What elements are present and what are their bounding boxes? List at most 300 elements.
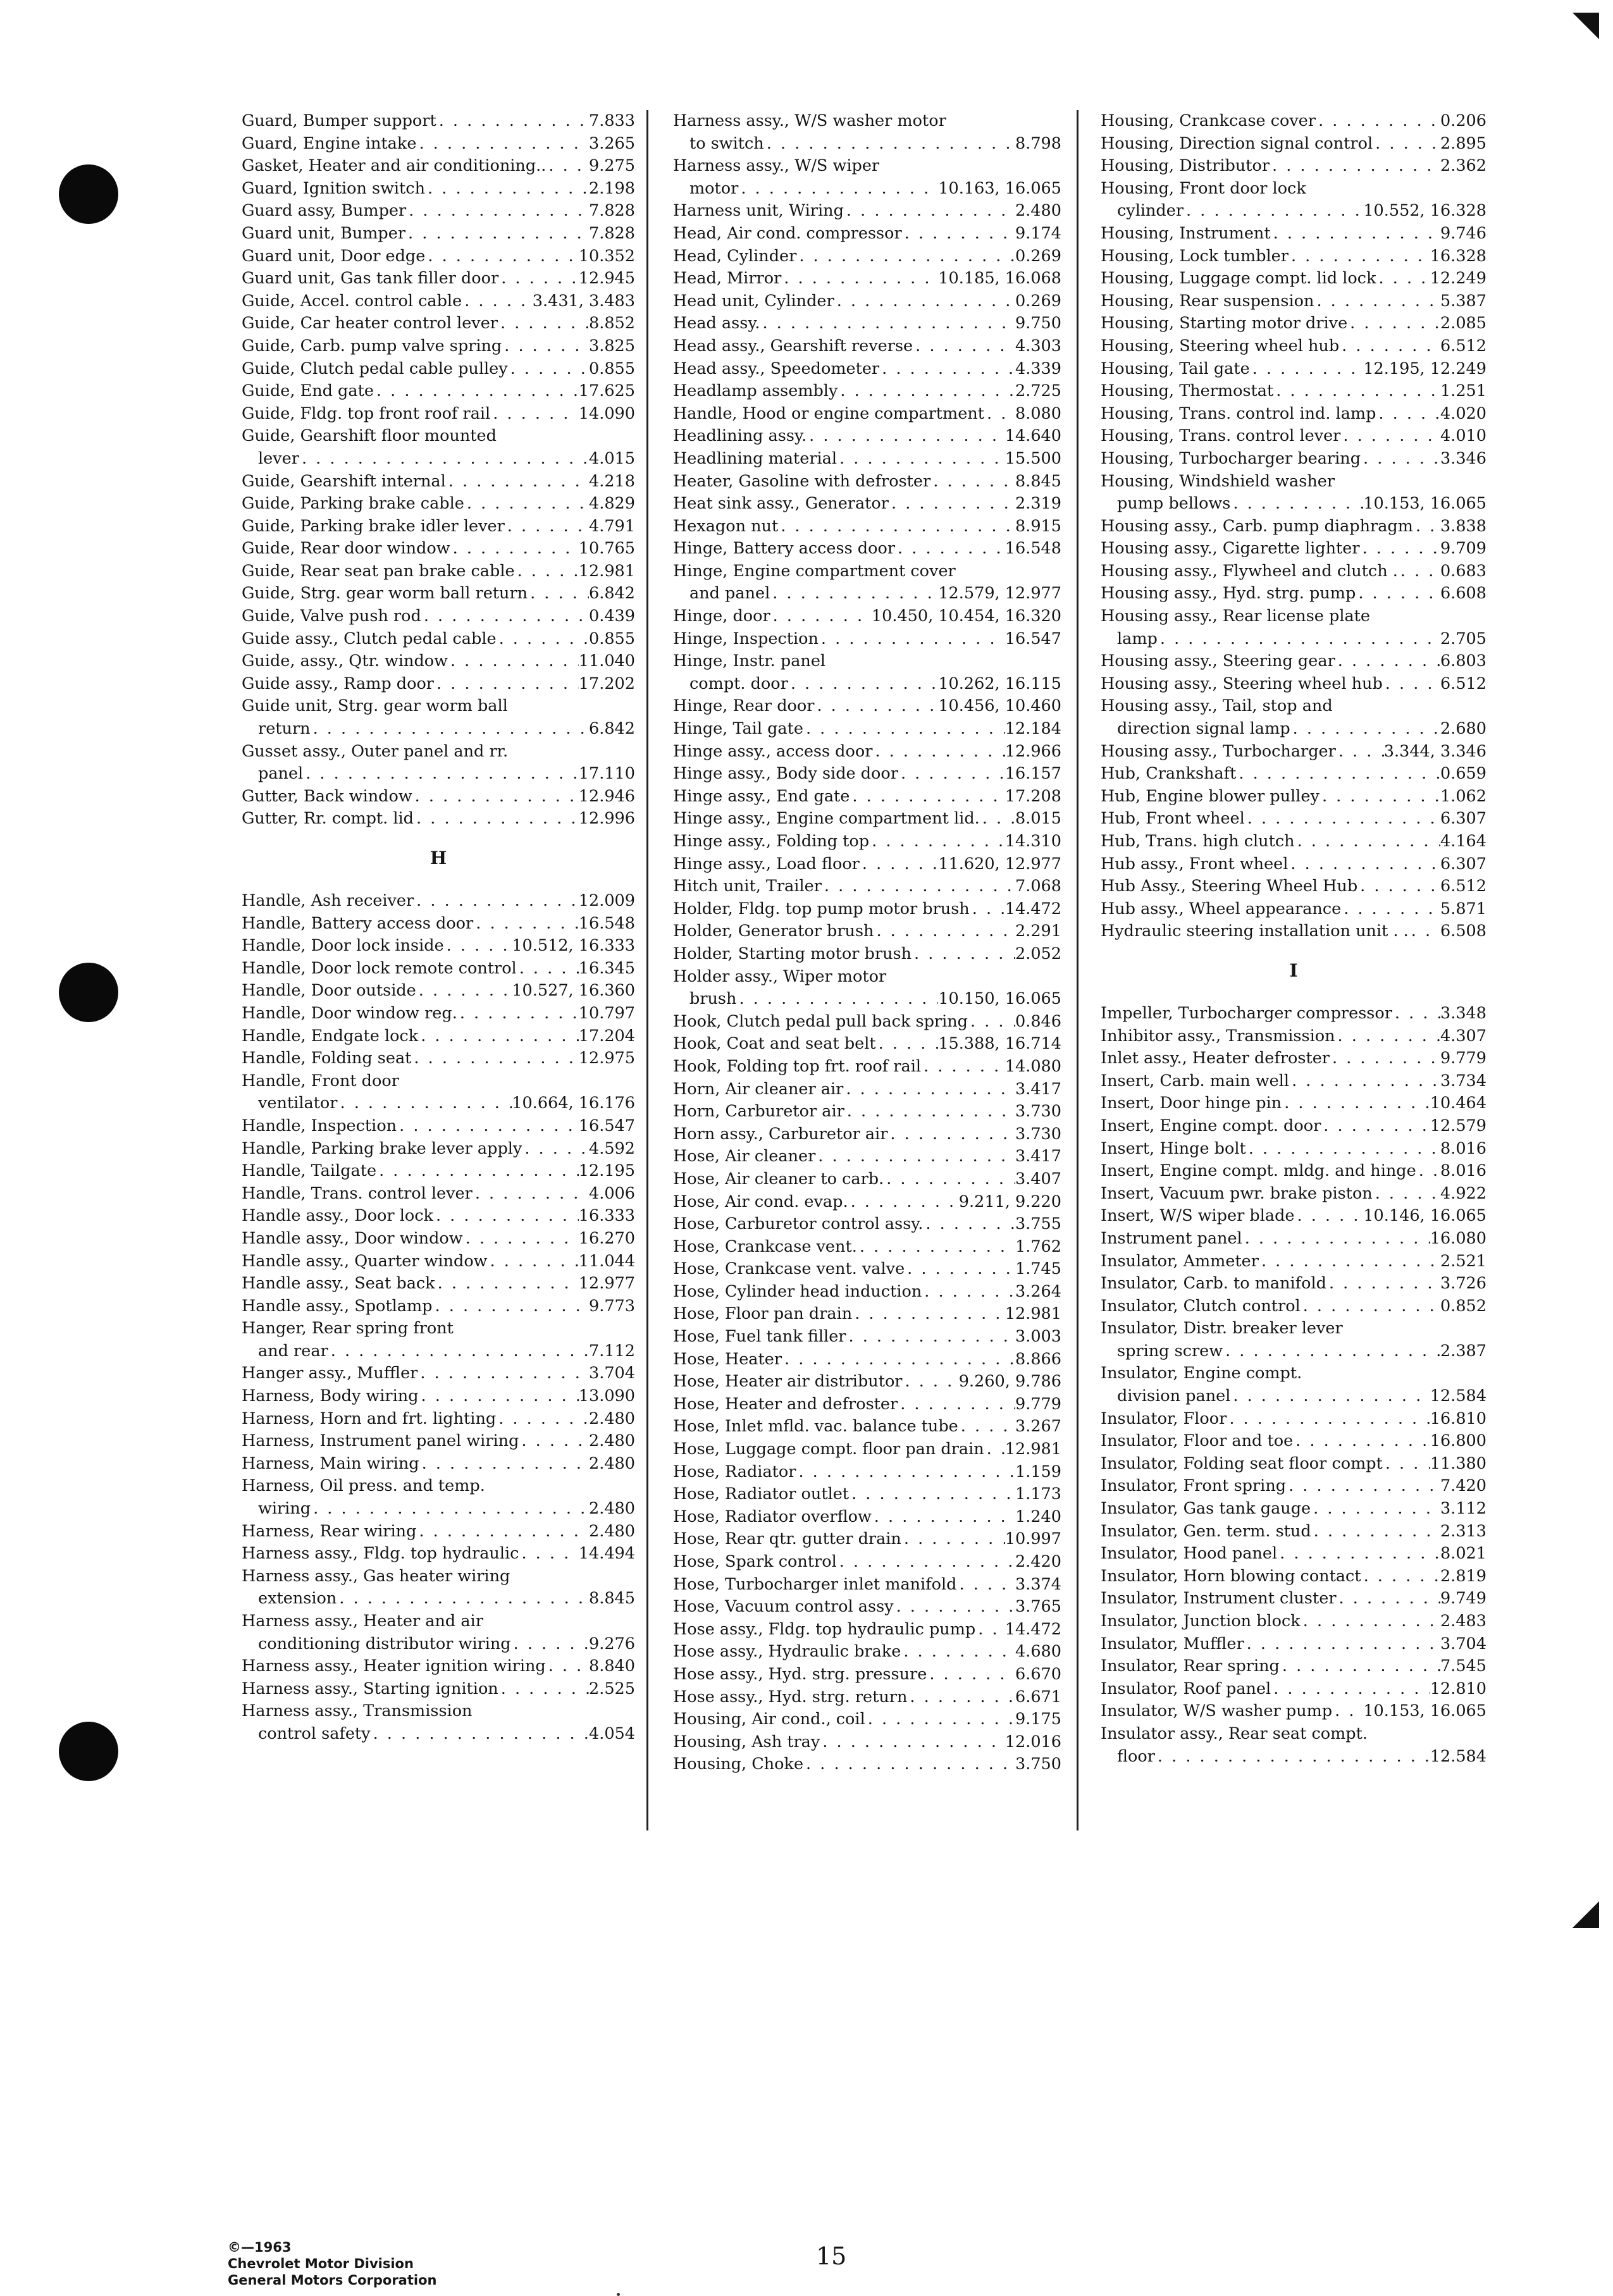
dot-leader xyxy=(903,1371,959,1393)
copyright-line: ©—1963 xyxy=(228,2240,292,2255)
index-entry xyxy=(673,1619,1061,1641)
dot-leader xyxy=(819,628,1005,651)
dot-leader xyxy=(844,1101,1015,1123)
entry-reference: 2.480 xyxy=(588,1431,635,1451)
dot-leader xyxy=(912,943,1015,966)
dot-leader xyxy=(496,1408,589,1431)
entry-reference: 12.195, 12.249 xyxy=(1363,359,1486,378)
entry-reference: 5.871 xyxy=(1440,899,1486,918)
entry-term: Guide, Accel. control cable xyxy=(242,291,462,311)
entry-term: Hose, Vacuum control assy xyxy=(673,1597,894,1617)
entry-term: Guard, Bumper support xyxy=(242,111,436,130)
index-entry xyxy=(1101,1183,1486,1206)
index-entry xyxy=(673,1506,1061,1529)
dot-leader xyxy=(1290,718,1440,741)
entry-term: Guide, Parking brake cable xyxy=(242,494,464,514)
entry-term: Headlamp assembly xyxy=(673,381,838,401)
entry-term: Insert, Carb. main well xyxy=(1101,1071,1290,1090)
dot-leader xyxy=(970,898,1005,921)
index-entry xyxy=(673,943,1061,966)
binder-hole-middle xyxy=(59,963,118,1022)
entry-reference: 4.303 xyxy=(1015,336,1061,355)
entry-reference: 2.480 xyxy=(588,1454,635,1473)
entry-reference: 16.547 xyxy=(578,1116,635,1135)
dot-leader xyxy=(889,493,1015,515)
dot-leader xyxy=(1341,898,1440,921)
dot-leader xyxy=(1361,448,1440,471)
entry-term: Hook, Coat and seat belt xyxy=(673,1034,876,1054)
entry-term: Hose, Crankcase vent. valve xyxy=(673,1259,905,1279)
entry-reference: 10.185, 16.068 xyxy=(938,269,1061,288)
entry-reference: 11.380 xyxy=(1430,1454,1486,1473)
dot-leader xyxy=(1293,1430,1430,1453)
index-entry-heading: Hinge, Engine compartment cover xyxy=(673,561,956,581)
entry-reference: 7.545 xyxy=(1440,1657,1486,1676)
index-entry xyxy=(242,1430,635,1453)
dot-leader xyxy=(874,920,1015,943)
dot-leader xyxy=(876,1033,939,1056)
index-entry-heading: Holder assy., Wiper motor xyxy=(673,966,887,986)
entry-term: Guard unit, Gas tank filler door xyxy=(242,269,499,288)
entry-reference: 3.704 xyxy=(588,1364,635,1383)
index-entry xyxy=(242,493,635,515)
index-entry xyxy=(242,1250,635,1273)
entry-reference: 4.218 xyxy=(588,471,635,491)
entry-reference: 15.500 xyxy=(1004,448,1061,468)
entry-reference: 9.779 xyxy=(1440,1049,1486,1068)
index-entry xyxy=(1101,358,1486,381)
dot-leader xyxy=(923,1213,1015,1236)
entry-term: Housing, Steering wheel hub xyxy=(1101,336,1340,355)
entry-reference: 12.996 xyxy=(578,809,635,829)
index-entry-heading: Harness assy., Transmission xyxy=(242,1701,473,1721)
dot-leader xyxy=(488,1250,579,1273)
entry-term: Insulator, Gen. term. stud xyxy=(1101,1521,1311,1541)
entry-reference: 1.762 xyxy=(1015,1237,1061,1256)
index-entry xyxy=(673,988,1061,1011)
dot-leader xyxy=(497,628,589,651)
entry-term: Guide, Parking brake idler lever xyxy=(242,516,505,536)
entry-term: Insulator, Ammeter xyxy=(1101,1251,1259,1271)
index-entry xyxy=(1101,875,1486,898)
dot-leader xyxy=(1373,1183,1440,1206)
entry-reference: 2.705 xyxy=(1440,629,1486,648)
index-entry xyxy=(673,1213,1061,1236)
entry-reference: 2.387 xyxy=(1440,1341,1486,1361)
index-entry xyxy=(242,538,635,560)
entry-reference: 3.730 xyxy=(1015,1124,1061,1144)
dot-leader xyxy=(1223,1340,1440,1363)
dot-leader xyxy=(1280,1655,1440,1678)
entry-reference: 1.159 xyxy=(1015,1462,1061,1481)
entry-term: Hinge assy., End gate xyxy=(673,786,850,806)
dot-leader xyxy=(884,1168,1015,1191)
dot-leader xyxy=(546,1655,589,1678)
index-entry xyxy=(673,312,1061,335)
dot-leader xyxy=(984,403,1015,426)
binder-hole-top xyxy=(59,164,118,224)
index-entry xyxy=(1101,560,1486,583)
dot-leader xyxy=(902,223,1015,245)
entry-term: Head assy., Speedometer xyxy=(673,359,880,378)
dot-leader xyxy=(498,268,579,290)
index-entry-heading: Insulator assy., Rear seat compt. xyxy=(1101,1724,1368,1743)
entry-term: Harness, Instrument panel wiring xyxy=(242,1431,519,1451)
entry-reference: 6.803 xyxy=(1440,651,1486,671)
index-entry-heading: Guide unit, Strg. gear worm ball xyxy=(242,696,508,716)
index-entry xyxy=(242,1273,635,1295)
entry-term: Housing, Turbocharger bearing xyxy=(1101,448,1361,468)
entry-term: lever xyxy=(258,448,299,468)
entry-term: Gutter, Back window xyxy=(242,786,412,806)
index-entry xyxy=(673,380,1061,403)
dot-leader xyxy=(894,1596,1015,1619)
entry-term: Hydraulic steering installation unit . . xyxy=(1101,922,1409,941)
dot-leader xyxy=(1288,853,1440,876)
entry-reference: 8.015 xyxy=(1015,809,1061,829)
entry-term: Guide, assy., Qtr. window xyxy=(242,651,448,671)
entry-reference: 12.579 xyxy=(1430,1116,1486,1135)
index-entry xyxy=(673,763,1061,786)
entry-reference: 2.291 xyxy=(1015,922,1061,941)
index-entry xyxy=(1101,1025,1486,1048)
entry-term: Insert, Hinge bolt xyxy=(1101,1139,1246,1158)
dot-leader xyxy=(417,1362,589,1385)
entry-term: Guard unit, Bumper xyxy=(242,223,406,243)
dot-leader xyxy=(930,471,1015,493)
dot-leader xyxy=(872,1506,1015,1529)
entry-term: Hose, Radiator xyxy=(673,1462,796,1481)
dot-leader xyxy=(898,763,1005,786)
entry-term: Handle, Inspection xyxy=(242,1116,397,1135)
entry-reference: 10.450, 10.454, 16.320 xyxy=(871,607,1061,626)
dot-leader xyxy=(411,1047,578,1070)
entry-term: Insulator, Gas tank gauge xyxy=(1101,1499,1311,1519)
index-entry-heading: Handle, Front door xyxy=(242,1071,399,1090)
index-entry xyxy=(242,935,635,958)
dot-leader xyxy=(834,290,1015,313)
entry-reference: 12.945 xyxy=(578,269,635,288)
dot-leader xyxy=(907,1686,1015,1709)
index-entry xyxy=(242,808,635,830)
entry-reference: 3.825 xyxy=(588,336,635,355)
index-entry xyxy=(1101,1633,1486,1656)
entry-reference: 12.966 xyxy=(1004,741,1061,761)
entry-term: Impeller, Turbocharger compressor xyxy=(1101,1003,1392,1023)
dot-leader xyxy=(1376,268,1430,290)
entry-term: Housing, Luggage compt. lid lock xyxy=(1101,269,1376,288)
entry-term: Insert, W/S wiper blade xyxy=(1101,1206,1295,1226)
entry-reference: 16.157 xyxy=(1004,764,1061,784)
index-entry xyxy=(673,741,1061,763)
entry-reference: 4.054 xyxy=(588,1724,635,1743)
index-entry xyxy=(242,1115,635,1138)
index-entry xyxy=(673,1641,1061,1663)
entry-reference: 3.755 xyxy=(1015,1214,1061,1234)
dot-leader xyxy=(1335,1025,1440,1048)
index-entry xyxy=(242,890,635,913)
index-column-3 xyxy=(1101,110,1486,1768)
entry-term: Hose, Carburetor control assy. xyxy=(673,1214,924,1234)
entry-term: Horn assy., Carburetor air xyxy=(673,1124,888,1144)
dot-leader xyxy=(1271,223,1440,245)
index-entry xyxy=(1101,741,1486,763)
entry-reference: 9.746 xyxy=(1440,223,1486,243)
index-entry xyxy=(673,1686,1061,1709)
entry-reference: 10.765 xyxy=(578,539,635,559)
entry-reference: 1.251 xyxy=(1440,381,1486,401)
entry-term: Guide, Carb. pump valve spring xyxy=(242,336,502,355)
index-entry xyxy=(242,1521,635,1543)
index-entry xyxy=(242,1183,635,1206)
dot-leader xyxy=(901,1528,1005,1551)
entry-reference: 4.791 xyxy=(588,516,635,536)
entry-term: Hose, Luggage compt. floor pan drain xyxy=(673,1440,984,1459)
index-entry xyxy=(673,853,1061,876)
index-entry xyxy=(242,448,635,471)
index-entry xyxy=(242,155,635,178)
dot-leader xyxy=(1347,312,1440,335)
index-entry xyxy=(673,1371,1061,1393)
dot-leader xyxy=(848,1191,959,1214)
entry-term: Guard, Engine intake xyxy=(242,133,417,153)
index-entry xyxy=(673,808,1061,830)
index-entry xyxy=(1101,1521,1486,1543)
entry-reference: 10.797 xyxy=(578,1003,635,1023)
index-entry-heading: Guide, Gearshift floor mounted xyxy=(242,426,497,446)
entry-reference: 16.810 xyxy=(1430,1409,1486,1428)
entry-term: Housing, Distributor xyxy=(1101,156,1270,176)
index-entry xyxy=(242,1385,635,1408)
entry-term: Insulator, Folding seat floor compt xyxy=(1101,1454,1383,1473)
index-entry xyxy=(1101,1498,1486,1521)
entry-term: Insulator, Roof panel xyxy=(1101,1679,1271,1698)
entry-reference: 9.211, 9.220 xyxy=(958,1192,1061,1211)
entry-reference: 6.842 xyxy=(588,719,635,739)
entry-term: wiring xyxy=(258,1499,311,1519)
index-entry xyxy=(242,245,635,268)
dot-leader xyxy=(328,1340,589,1363)
entry-term: pump bellows xyxy=(1117,494,1231,514)
entry-reference: 12.981 xyxy=(578,561,635,581)
dot-leader xyxy=(311,718,589,741)
entry-term: Insulator, Junction block xyxy=(1101,1612,1301,1631)
index-entry xyxy=(1101,268,1486,290)
index-entry xyxy=(1101,1070,1486,1093)
entry-term: Harness assy., Heater ignition wiring xyxy=(242,1657,546,1676)
entry-reference: 3.112 xyxy=(1440,1499,1486,1519)
dot-leader xyxy=(311,1498,589,1521)
entry-reference: 9.749 xyxy=(1440,1589,1486,1608)
entry-term: ventilator xyxy=(258,1094,338,1113)
entry-term: Horn, Air cleaner air xyxy=(673,1079,844,1099)
index-entry xyxy=(1101,830,1486,853)
dot-leader xyxy=(473,913,579,935)
dot-leader xyxy=(1301,1295,1440,1318)
entry-term: Head, Air cond. compressor xyxy=(673,223,902,243)
index-entry xyxy=(242,583,635,605)
dot-leader xyxy=(778,515,1015,538)
entry-term: Housing, Tail gate xyxy=(1101,359,1250,378)
dot-leader xyxy=(913,335,1015,358)
entry-term: Hinge, Tail gate xyxy=(673,719,803,739)
index-entry xyxy=(1101,1115,1486,1138)
entry-term: Guide, Strg. gear worm ball return xyxy=(242,584,528,603)
entry-term: Hub, Crankshaft xyxy=(1101,764,1237,784)
dot-leader xyxy=(412,786,579,808)
entry-term: Guide, Valve push rod xyxy=(242,607,421,626)
dot-leader xyxy=(1409,920,1440,943)
dot-leader xyxy=(781,268,938,290)
index-entry xyxy=(673,1528,1061,1551)
dot-leader xyxy=(1183,200,1363,223)
dot-leader xyxy=(1227,1408,1430,1431)
entry-term: Insulator, Hood panel xyxy=(1101,1544,1278,1564)
dot-leader xyxy=(462,290,533,313)
entry-term: Housing assy., Steering wheel hub xyxy=(1101,674,1383,693)
index-entry-heading: Hinge, Instr. panel xyxy=(673,651,826,671)
entry-reference: 8.915 xyxy=(1015,516,1061,536)
index-entry xyxy=(673,1145,1061,1168)
entry-term: Instrument panel xyxy=(1101,1228,1242,1248)
entry-reference: 10.153, 16.065 xyxy=(1363,1701,1486,1721)
entry-reference: 10.456, 10.460 xyxy=(938,696,1061,716)
index-entry xyxy=(242,1678,635,1701)
dot-leader xyxy=(1383,673,1440,696)
index-entry xyxy=(673,1753,1061,1776)
entry-reference: 7.068 xyxy=(1015,877,1061,896)
index-entry xyxy=(673,515,1061,538)
entry-reference: 2.483 xyxy=(1440,1612,1486,1631)
entry-reference: 8.845 xyxy=(588,1589,635,1608)
dot-leader xyxy=(1376,403,1440,426)
dot-leader xyxy=(849,1483,1015,1506)
entry-term: Insulator, Clutch control xyxy=(1101,1296,1301,1316)
index-entry xyxy=(1101,1205,1486,1228)
entry-term: spring screw xyxy=(1117,1341,1223,1361)
index-entry-heading: Harness assy., Heater and air xyxy=(242,1612,483,1631)
entry-term: Housing, Direction signal control xyxy=(1101,133,1373,153)
index-entry xyxy=(242,515,635,538)
entry-term: Hose, Turbocharger inlet manifold xyxy=(673,1574,957,1594)
entry-term: Hook, Clutch pedal pull back spring xyxy=(673,1011,968,1031)
column-divider-1 xyxy=(646,110,648,1830)
dot-leader xyxy=(922,1281,1015,1304)
index-entry xyxy=(673,1168,1061,1191)
column-divider-2 xyxy=(1077,110,1078,1830)
dot-leader xyxy=(1236,763,1440,786)
dot-leader xyxy=(1332,1700,1363,1723)
entry-term: Handle, Trans. control lever xyxy=(242,1183,473,1203)
entry-term: Insert, Engine compt. mldg. and hinge xyxy=(1101,1161,1416,1181)
dot-leader xyxy=(898,1393,1015,1416)
index-entry xyxy=(1101,650,1486,673)
entry-reference: 8.840 xyxy=(588,1657,635,1676)
dot-leader xyxy=(490,403,579,426)
entry-reference: 8.016 xyxy=(1440,1161,1486,1181)
dot-leader xyxy=(502,335,589,358)
entry-reference: 12.946 xyxy=(578,786,635,806)
index-entry xyxy=(242,335,635,358)
entry-reference: 12.975 xyxy=(578,1049,635,1068)
entry-term: Insulator, Instrument cluster xyxy=(1101,1589,1337,1608)
index-entry xyxy=(1101,853,1486,876)
entry-term: Hose, Heater xyxy=(673,1349,782,1369)
index-entry xyxy=(673,425,1061,448)
crop-mark-top-right xyxy=(1573,13,1599,39)
dot-leader xyxy=(1337,1588,1440,1610)
dot-leader xyxy=(1340,425,1440,448)
entry-term: Guard unit, Door edge xyxy=(242,246,426,266)
entry-term: Harness, Horn and frt. lighting xyxy=(242,1409,497,1428)
dot-leader xyxy=(1230,1385,1430,1408)
index-entry xyxy=(1101,110,1486,133)
binder-hole-bottom xyxy=(59,1722,118,1781)
entry-term: Housing assy., Cigarette lighter xyxy=(1101,539,1360,559)
index-entry xyxy=(242,380,635,403)
entry-term: Housing, Trans. control ind. lamp xyxy=(1101,404,1376,423)
corporation-line: General Motors Corporation xyxy=(228,2273,437,2288)
dot-leader xyxy=(782,1349,1015,1371)
dot-leader xyxy=(1158,628,1440,651)
entry-term: extension xyxy=(258,1589,337,1608)
entry-term: to switch xyxy=(689,133,764,153)
entry-term: Hinge assy., Folding top xyxy=(673,832,870,851)
index-entry xyxy=(1101,1160,1486,1183)
index-entry-heading: Housing assy., Tail, stop and xyxy=(1101,696,1333,716)
index-entry xyxy=(242,358,635,381)
entry-term: Hose assy., Hyd. strg. return xyxy=(673,1687,908,1707)
index-entry xyxy=(242,1205,635,1228)
index-entry xyxy=(673,538,1061,560)
entry-term: Hinge, Inspection xyxy=(673,629,819,648)
index-entry xyxy=(673,1731,1061,1754)
entry-term: Housing, Trans. control lever xyxy=(1101,426,1341,446)
entry-reference: 8.016 xyxy=(1440,1139,1486,1158)
dot-leader xyxy=(1295,830,1440,853)
entry-term: Hose, Floor pan drain xyxy=(673,1304,853,1324)
index-entry xyxy=(673,200,1061,223)
index-entry-heading: Hanger, Rear spring front xyxy=(242,1319,454,1338)
index-entry xyxy=(673,628,1061,651)
entry-term: Heater, Gasoline with defroster xyxy=(673,471,931,491)
index-entry xyxy=(1101,628,1486,651)
entry-reference: 3.417 xyxy=(1015,1147,1061,1166)
section-letter: H xyxy=(430,848,447,868)
index-entry xyxy=(242,1408,635,1431)
entry-reference: 2.198 xyxy=(588,178,635,198)
entry-term: Guard assy, Bumper xyxy=(242,201,407,221)
entry-reference: 1.173 xyxy=(1015,1484,1061,1504)
entry-term: Insulator, W/S washer pump xyxy=(1101,1701,1333,1721)
entry-term: Hose, Spark control xyxy=(673,1552,837,1571)
entry-term: Insulator, Front spring xyxy=(1101,1476,1287,1496)
dot-leader xyxy=(879,358,1015,381)
index-entry xyxy=(242,763,635,786)
dot-leader xyxy=(1295,1205,1364,1228)
index-entry xyxy=(673,1258,1061,1281)
index-entry xyxy=(242,1655,635,1678)
index-entry xyxy=(1101,786,1486,808)
entry-term: Inhibitor assy., Transmission xyxy=(1101,1026,1335,1046)
entry-reference: 2.085 xyxy=(1440,314,1486,333)
index-entry xyxy=(673,358,1061,381)
entry-reference: 17.208 xyxy=(1004,786,1061,806)
index-entry-heading: Housing assy., Rear license plate xyxy=(1101,607,1371,626)
dot-leader xyxy=(374,380,579,403)
entry-term: Hanger assy., Muffler xyxy=(242,1364,418,1383)
entry-term: Guide, Gearshift internal xyxy=(242,471,446,491)
